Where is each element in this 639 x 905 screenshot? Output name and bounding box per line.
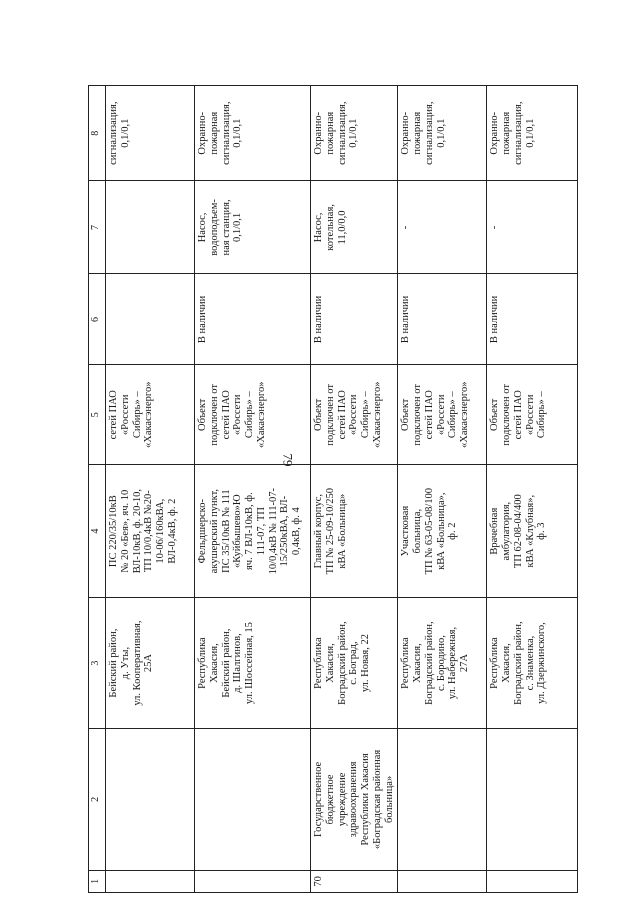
- table-row: [398, 86, 487, 893]
- table-row: [487, 86, 578, 893]
- organization-cell: [106, 728, 195, 870]
- col-number-6: 6: [89, 274, 106, 365]
- address-cell: Республика Хакасия, Бейский район, д. Шалгинов, ул. Шоссейная, 15: [195, 598, 311, 729]
- address-cell: Республика Хакасия, Боградский район, с. Боград, ул. Новая, 22: [311, 598, 398, 729]
- col-number-8: 8: [89, 86, 106, 181]
- alarm-cell: Охранно- пожарная сигнализация, 0,1/0,1: [487, 86, 578, 181]
- address-cell: Бейский район, д. Уты, ул. Кооперативная, 25А: [106, 598, 195, 729]
- row-index-cell: [487, 870, 578, 892]
- equipment-cell: Насос, водоподъем- ная станция, 0,1/0,1: [195, 181, 311, 274]
- connection-cell: Объект подключен от сетей ПАО «Россети Сибирь» – «Хакасэнерго»: [398, 365, 487, 465]
- facilities-table: [88, 85, 578, 893]
- col-number-1: 1: [89, 870, 106, 892]
- table-row: [106, 86, 195, 893]
- col-number-7: 7: [89, 181, 106, 274]
- availability-cell: В наличии: [311, 274, 398, 365]
- connection-cell: сетей ПАО «Россети Сибирь» – «Хакасэнерго»: [106, 365, 195, 465]
- col-number-2: 2: [89, 728, 106, 870]
- header-row: [89, 86, 106, 893]
- organization-cell: Государственное бюджетное учреждение здравоохранения Республики Хакасия «Боградская районная больница»: [311, 728, 398, 870]
- table-row: [311, 86, 398, 893]
- table-row: [195, 86, 311, 893]
- connection-cell: Объект подключен от сетей ПАО «Россети Сибирь» – «Хакасэнерго»: [195, 365, 311, 465]
- col-number-3: 3: [89, 598, 106, 729]
- power-source-cell: Участковая больница, ТП № 63-05-08/100 кВА «Больница», ф. 2: [398, 465, 487, 598]
- organization-cell: [398, 728, 487, 870]
- alarm-cell: Охранно- пожарная сигнализация, 0,1/0,1: [398, 86, 487, 181]
- row-index-cell: [106, 870, 195, 892]
- col-number-4: 4: [89, 465, 106, 598]
- alarm-cell: сигнализация, 0,1/0,1: [106, 86, 195, 181]
- organization-cell: [487, 728, 578, 870]
- row-index-cell: [398, 870, 487, 892]
- organization-cell: [195, 728, 311, 870]
- connection-cell: Объект подключен от сетей ПАО «Россети Сибирь» –: [487, 365, 578, 465]
- availability-cell: В наличии: [487, 274, 578, 365]
- availability-cell: В наличии: [398, 274, 487, 365]
- power-source-cell: Главный корпус, ТП № 25-09-10/250 кВА «Больница»: [311, 465, 398, 598]
- address-cell: Республика Хакасия, Боградский район, с. Бородино, ул. Набережная, 27А: [398, 598, 487, 729]
- col-number-5: 5: [89, 365, 106, 465]
- address-cell: Республика Хакасия, Боградский район, с. Знаменка, ул. Дзержинского,: [487, 598, 578, 729]
- equipment-cell: -: [398, 181, 487, 274]
- equipment-cell: Насос, котельная, 11,0/0,0: [311, 181, 398, 274]
- power-source-cell: Врачебная амбулатория, ТП 62-08-04/400 кВА «Клубная», ф. 3: [487, 465, 578, 598]
- page-number: 79: [280, 453, 296, 467]
- alarm-cell: Охранно- пожарная сигнализация, 0,1/0,1: [311, 86, 398, 181]
- power-source-cell: Фельдшерско- акушерский пункт, ПС 35/10кВ № 111 «Куйбышево»Ю яч. 7 ВЛ-10кВ, ф. 111-07, ТП 10/0,4кВ № 111-07- 15/250кВА, ВЛ- 0,4кВ, ф. 4: [195, 465, 311, 598]
- equipment-cell: [106, 181, 195, 274]
- availability-cell: [106, 274, 195, 365]
- connection-cell: Объект подключен от сетей ПАО «Россети Сибирь» – «Хакасэнерго»: [311, 365, 398, 465]
- row-index-cell: 70: [311, 870, 398, 892]
- equipment-cell: -: [487, 181, 578, 274]
- rotated-table-container: [88, 85, 616, 893]
- power-source-cell: ПС 220/35/10кВ № 20 «Бея», яч. 10 ВЛ-10кВ, ф. 20-10, ТП 10/0,4кВ №20- 10-06/160кВА, ВЛ-0,4кВ, ф. 2: [106, 465, 195, 598]
- alarm-cell: Охранно- пожарная сигнализация, 0,1/0,1: [195, 86, 311, 181]
- row-index-cell: [195, 870, 311, 892]
- availability-cell: В наличии: [195, 274, 311, 365]
